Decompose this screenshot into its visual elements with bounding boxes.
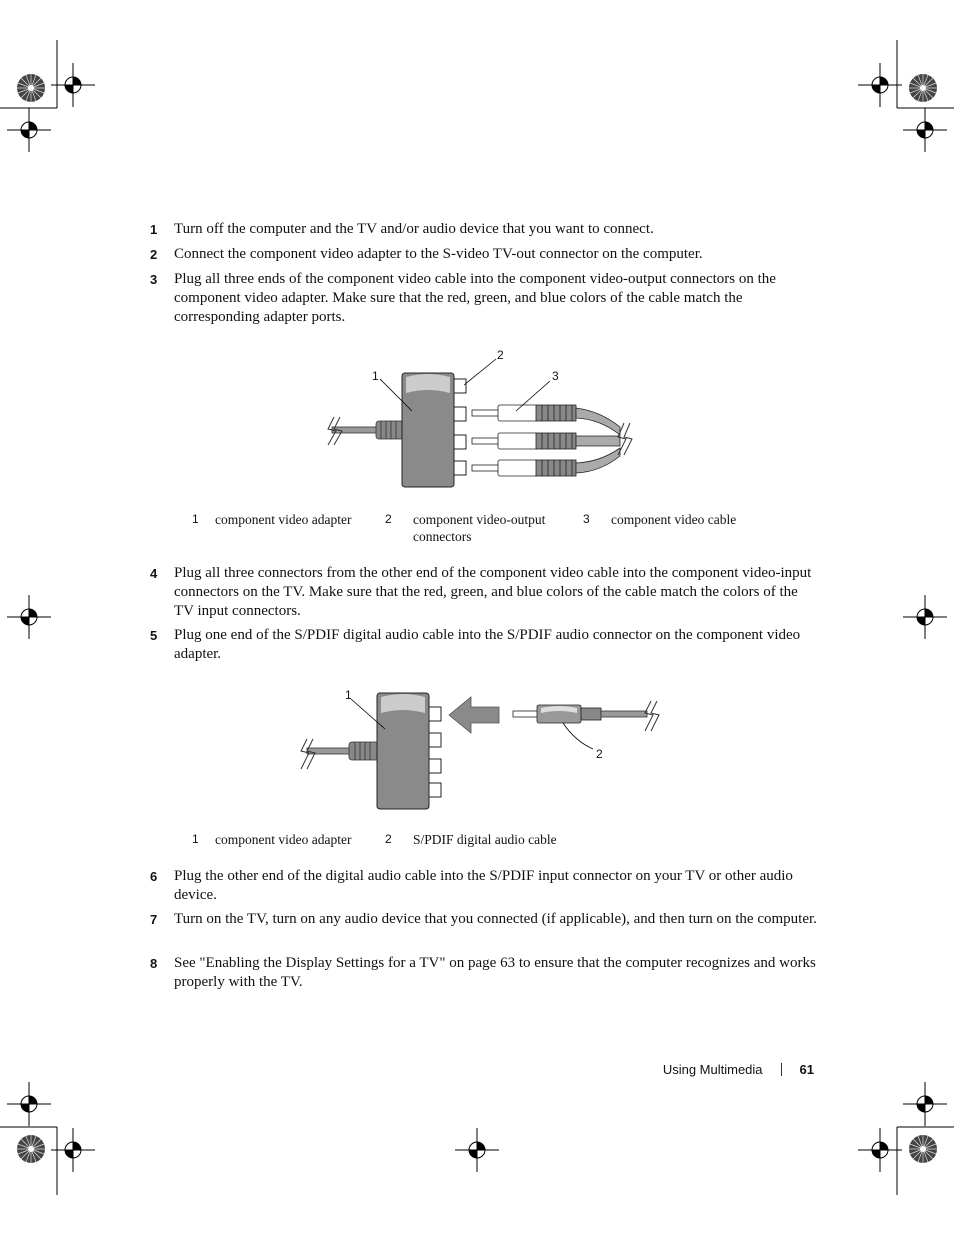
step-text: Plug all three connectors from the other end of the component video cable into the component video-input connectors on the TV. Make sure that the red, green, and blue colors of the cable match the colors of the TV input connectors. bbox=[174, 565, 812, 619]
step-text: Plug one end of the S/PDIF digital audio cable into the S/PDIF audio connector on the component video adapter. bbox=[174, 627, 801, 662]
step-8 bbox=[150, 954, 820, 992]
step-number: 2 bbox=[150, 247, 158, 262]
step-2 bbox=[150, 245, 820, 264]
component-video-cable-illustration bbox=[320, 345, 640, 495]
legend-text: component video adapter bbox=[215, 832, 352, 847]
section-name: Using Multimedia bbox=[662, 1062, 763, 1077]
step-6 bbox=[150, 867, 820, 905]
step-number: 3 bbox=[150, 272, 158, 287]
step-5 bbox=[150, 626, 820, 664]
legend-text: S/PDIF digital audio cable bbox=[413, 832, 557, 847]
step-number: 5 bbox=[150, 628, 158, 643]
callout-1: 1 bbox=[372, 369, 379, 383]
step-3 bbox=[150, 270, 820, 327]
step-4 bbox=[150, 564, 820, 621]
legend-number: 2 bbox=[385, 512, 392, 526]
step-number: 1 bbox=[150, 222, 158, 237]
legend-text: component video-output connectors bbox=[413, 512, 546, 544]
step-number: 7 bbox=[150, 912, 158, 927]
step-text: See "Enabling the Display Settings for a TV" on page 63 to ensure that the computer recognizes and works properly with the TV. bbox=[174, 955, 816, 990]
legend-number: 1 bbox=[192, 512, 199, 526]
step-7 bbox=[150, 910, 820, 929]
figure-2-legend bbox=[0, 831, 954, 851]
footer-divider bbox=[781, 1063, 782, 1076]
legend-number: 2 bbox=[385, 832, 392, 846]
callout-3: 3 bbox=[552, 369, 559, 383]
step-text: Plug the other end of the digital audio cable into the S/PDIF input connector on your TV or other audio device. bbox=[174, 868, 793, 903]
callout-2: 2 bbox=[497, 348, 504, 362]
step-number: 6 bbox=[150, 869, 158, 884]
step-text: Plug all three ends of the component video cable into the component video-output connectors on the component video adapter. Make sure that the red, green, and blue colors of the cable match the corresponding adapter ports. bbox=[174, 271, 776, 325]
page-footer bbox=[663, 1062, 814, 1077]
legend-number: 1 bbox=[192, 832, 199, 846]
legend-text: component video adapter bbox=[215, 512, 352, 527]
step-1 bbox=[150, 220, 820, 239]
step-text: Turn off the computer and the TV and/or audio device that you want to connect. bbox=[174, 221, 654, 237]
step-number: 8 bbox=[150, 956, 158, 971]
figure-1-legend bbox=[0, 511, 954, 551]
step-text: Connect the component video adapter to the S-video TV-out connector on the computer. bbox=[174, 246, 703, 262]
spdif-cable-illustration bbox=[295, 685, 665, 815]
callout-2: 2 bbox=[596, 747, 603, 761]
callout-1: 1 bbox=[345, 688, 352, 702]
legend-number: 3 bbox=[583, 512, 590, 526]
legend-text: component video cable bbox=[611, 512, 737, 527]
page-number: 61 bbox=[799, 1062, 814, 1077]
step-text: Turn on the TV, turn on any audio device that you connected (if applicable), and then turn on the computer. bbox=[174, 911, 817, 927]
step-number: 4 bbox=[150, 566, 158, 581]
